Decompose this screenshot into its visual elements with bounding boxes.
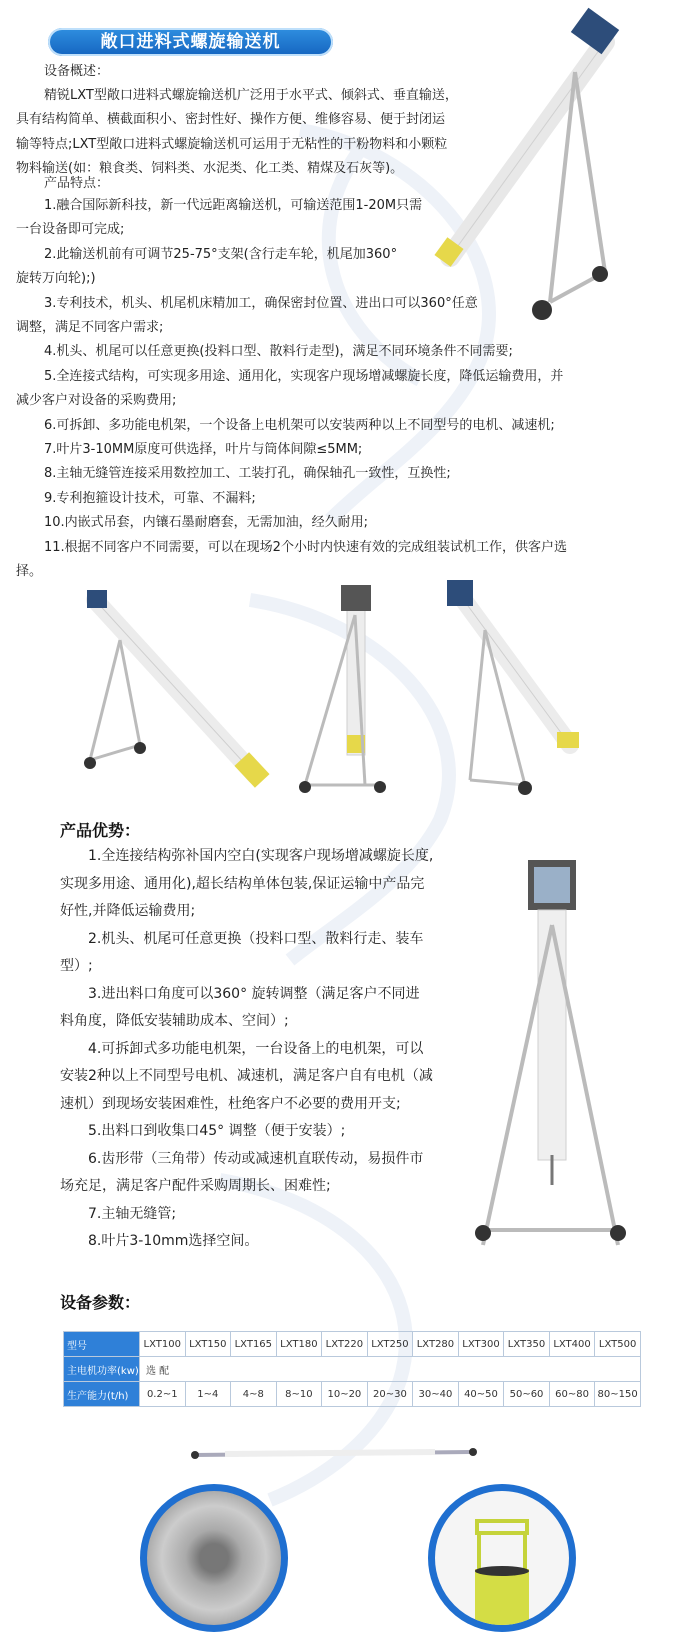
- overview-heading: 设备概述：: [44, 64, 110, 79]
- feature-line: 2.此输送机前有可调节25-75°支架(含行走车轮，机尾加360°: [44, 246, 398, 262]
- table-cell-label: 型号: [64, 1332, 140, 1357]
- shaft-photo: [185, 1440, 485, 1470]
- advantage-line: 8.叶片3-10mm选择空间。: [88, 1233, 259, 1249]
- feature-line: 旋转万向轮);): [16, 271, 96, 287]
- advantage-line: 速机）到现场安装困难性，杜绝客户不必要的费用开支;: [60, 1095, 401, 1112]
- advantage-line: 料角度，降低安装辅助成本、空间）;: [60, 1013, 289, 1029]
- feature-line: 9.专利抱箍设计技术，可靠、不漏料;: [44, 490, 256, 506]
- hopper-drawing: [435, 1491, 569, 1625]
- flange-detail-photo: [140, 1484, 288, 1632]
- overview-line: 物料输送(如：粮食类、饲料类、水泥类、化工类、精煤及石灰等)。: [16, 161, 404, 177]
- table-row: [64, 1332, 641, 1357]
- table-cell-label: 生产能力(t/h): [64, 1382, 140, 1407]
- feature-line: 11.根据不同客户不同需要，可以在现场2个小时内快速有效的完成组装试机工作，供客户选: [44, 539, 567, 555]
- advantage-line: 场充足，满足客户配件采购周期长、困难性;: [60, 1178, 331, 1194]
- advantage-line: 4.可拆卸式多功能电机架，一台设备上的电机架，可以: [88, 1040, 424, 1057]
- advantages-text: [60, 843, 433, 1256]
- advantage-line: 1.全连接结构弥补国内空白(实现客户现场增减螺旋长度,: [88, 848, 434, 864]
- advantages-heading: 产品优势：: [60, 821, 141, 840]
- table-cell: 60~80: [549, 1382, 595, 1407]
- advantage-line: 安装2种以上不同型号电机、减速机，满足客户自有电机（减: [60, 1068, 433, 1084]
- advantage-line: 实现多用途、通用化),超长结构单体包装,保证运输中产品完: [60, 875, 425, 892]
- table-cell: LXT500: [595, 1332, 641, 1357]
- table-row: [64, 1357, 641, 1382]
- advantage-line: 2.机头、机尾可任意更换（投料口型、散料行走、装车: [88, 930, 424, 947]
- table-cell: 80~150: [595, 1382, 641, 1407]
- hopper-detail-photo: [428, 1484, 576, 1632]
- overview-line: 输等特点;LXT型敞口进料式螺旋输送机可运用于无粘性的干粉物料和小颗粒: [16, 136, 448, 152]
- feature-line: 7.叶片3-10MM原度可供选择，叶片与筒体间隙≤5MM;: [44, 442, 363, 458]
- feature-line: 4.机头、机尾可以任意更换(投料口型、散料行走型)，满足不同环境条件不同需要;: [44, 344, 513, 360]
- feature-line: 10.内嵌式吊套，内镶石墨耐磨套，无需加油，经久耐用;: [44, 515, 369, 531]
- feature-line: 8.主轴无缝管连接采用数控加工、工装打孔，确保轴孔一致性，互换性;: [44, 466, 451, 482]
- table-cell: 10~20: [322, 1382, 368, 1407]
- table-cell: 0.2~1: [140, 1382, 186, 1407]
- advantage-line: 好性,并降低运输费用;: [60, 903, 196, 919]
- table-cell: LXT400: [549, 1332, 595, 1357]
- features-heading: 产品特点：: [44, 176, 110, 191]
- advantage-line: 7.主轴无缝管;: [88, 1205, 177, 1222]
- feature-line: 调整，满足不同客户需求;: [16, 320, 164, 336]
- table-cell: LXT250: [367, 1332, 413, 1357]
- feature-line: 6.可拆卸、多功能电机架，一个设备上电机架可以安装两种以上不同型号的电机、减速机;: [44, 417, 555, 433]
- feature-line: 一台设备即可完成;: [16, 222, 125, 238]
- conveyor-photo-vertical: [468, 855, 643, 1260]
- conveyor-photo-left: [65, 585, 280, 810]
- table-cell: LXT165: [231, 1332, 277, 1357]
- table-row: [64, 1382, 641, 1407]
- table-cell: LXT300: [458, 1332, 504, 1357]
- table-cell: 选 配: [140, 1357, 641, 1382]
- overview-line: 精锐LXT型敞口进料式螺旋输送机广泛用于水平式、倾斜式、垂直输送，: [44, 88, 458, 103]
- table-cell: 8~10: [276, 1382, 322, 1407]
- table-cell: 1~4: [185, 1382, 231, 1407]
- table-cell: LXT180: [276, 1332, 322, 1357]
- table-cell: 40~50: [458, 1382, 504, 1407]
- advantage-line: 6.齿形带（三角带）传动或减速机直联传动，易损件市: [88, 1150, 424, 1167]
- table-cell: LXT220: [322, 1332, 368, 1357]
- advantage-line: 型）;: [60, 958, 93, 974]
- table-cell: 4~8: [231, 1382, 277, 1407]
- table-cell: LXT280: [413, 1332, 459, 1357]
- table-cell: 50~60: [504, 1382, 550, 1407]
- feature-line: 减少客户对设备的采购费用;: [16, 393, 177, 409]
- table-cell-label: 主电机功率(kw): [64, 1357, 140, 1382]
- feature-line: 择。: [16, 564, 43, 580]
- conveyor-photo-center: [285, 585, 425, 810]
- table-cell: 20~30: [367, 1382, 413, 1407]
- table-cell: LXT100: [140, 1332, 186, 1357]
- feature-line: 5.全连接式结构，可实现多用途、通用化，实现客户现场增减螺旋长度，降低运输费用，并: [44, 368, 564, 384]
- table-cell: LXT350: [504, 1332, 550, 1357]
- conveyor-photo-right: [445, 580, 605, 810]
- table-cell: 30~40: [413, 1382, 459, 1407]
- feature-line: 3.专利技术，机头、机尾机床精加工，确保密封位置、进出口可以360°任意: [44, 295, 478, 311]
- advantage-line: 3.进出料口角度可以360° 旋转调整（满足客户不同进: [88, 985, 420, 1002]
- table-cell: LXT150: [185, 1332, 231, 1357]
- params-heading: 设备参数：: [60, 1293, 141, 1312]
- params-table: [63, 1331, 641, 1407]
- conveyor-photo-main: [430, 2, 670, 347]
- overview-text: [16, 84, 458, 182]
- feature-line: 1.融合国际新科技，新一代远距离输送机，可输送范围1-20M只需: [44, 198, 423, 213]
- advantage-line: 5.出料口到收集口45° 调整（便于安装）;: [88, 1123, 346, 1139]
- title-banner: 敞口进料式螺旋输送机: [48, 28, 333, 56]
- overview-line: 具有结构简单、横截面积小、密封性好、操作方便、维修容易、便于封闭运: [16, 112, 446, 128]
